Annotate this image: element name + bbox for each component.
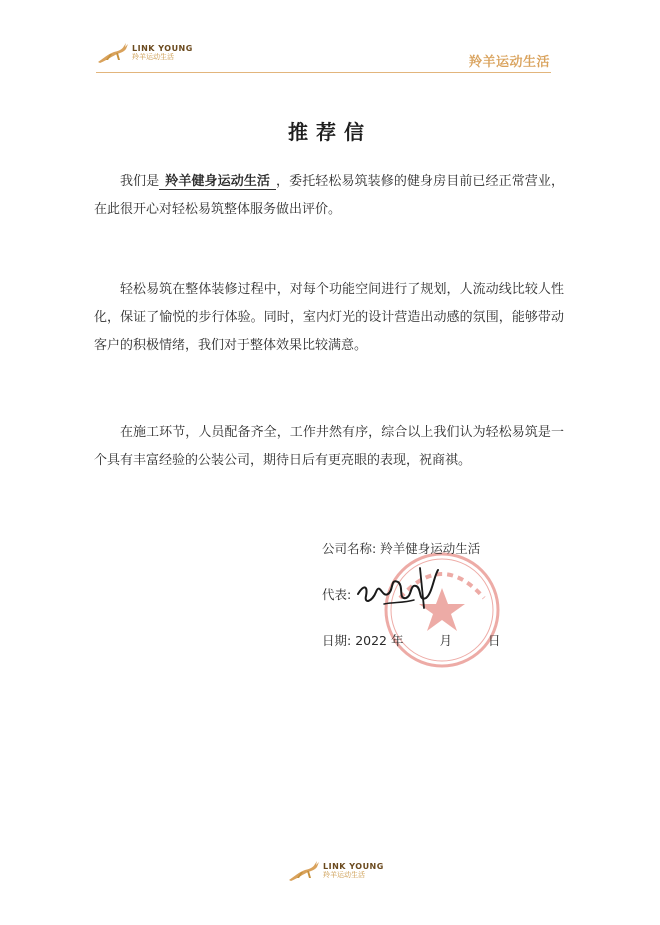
company-name-underlined: 羚羊健身运动生活: [159, 174, 276, 190]
handwritten-signature: [354, 564, 444, 612]
date-year-unit: 年: [391, 633, 404, 648]
letter-title: 推荐信: [288, 120, 372, 144]
representative-row: [322, 585, 351, 603]
paragraph-2: 轻松易筑在整体装修过程中，对每个功能空间进行了规划，人流动线比较人性化，保证了愉悦的步行体验。同时，室内灯光的设计营造出动感的氛围，能够带动客户的积极情绪，我们对于整体效果比较满意。: [94, 282, 564, 353]
footer-logo-english-name: LINK YOUNG: [323, 862, 384, 871]
company-label: 公司名称:: [322, 541, 377, 556]
representative-label: 代表:: [322, 587, 352, 602]
antelope-logo-icon: [96, 40, 130, 66]
date-year: 2022: [355, 633, 388, 648]
date-row: [322, 631, 501, 649]
paragraph-1: [94, 168, 564, 224]
antelope-logo-icon: [287, 858, 321, 884]
date-day-unit: 日: [488, 633, 501, 648]
footer-logo: [287, 858, 384, 884]
header-logo: [96, 40, 193, 66]
header-brand-name: 羚羊运动生活: [468, 55, 550, 70]
p1-prefix: 我们是: [120, 174, 160, 189]
date-label: 日期:: [322, 633, 352, 648]
date-month-unit: 月: [439, 633, 453, 648]
header-divider: [96, 72, 551, 73]
footer-logo-chinese-name: 羚羊运动生活: [323, 871, 365, 879]
logo-english-name: LINK YOUNG: [132, 44, 193, 53]
p1-suffix: ，委托轻松易筑装修的健身房目前已经正常营业，在此很开心对轻松易筑整体服务做出评价。: [94, 174, 564, 217]
paragraph-3: 在施工环节，人员配备齐全，工作井然有序，综合以上我们认为轻松易筑是一个具有丰富经验的公装公司，期待日后有更亮眼的表现，祝商祺。: [94, 425, 564, 468]
company-name-row: [322, 539, 480, 557]
company-name-value: 羚羊健身运动生活: [380, 541, 481, 556]
logo-chinese-name: 羚羊运动生活: [132, 53, 174, 61]
